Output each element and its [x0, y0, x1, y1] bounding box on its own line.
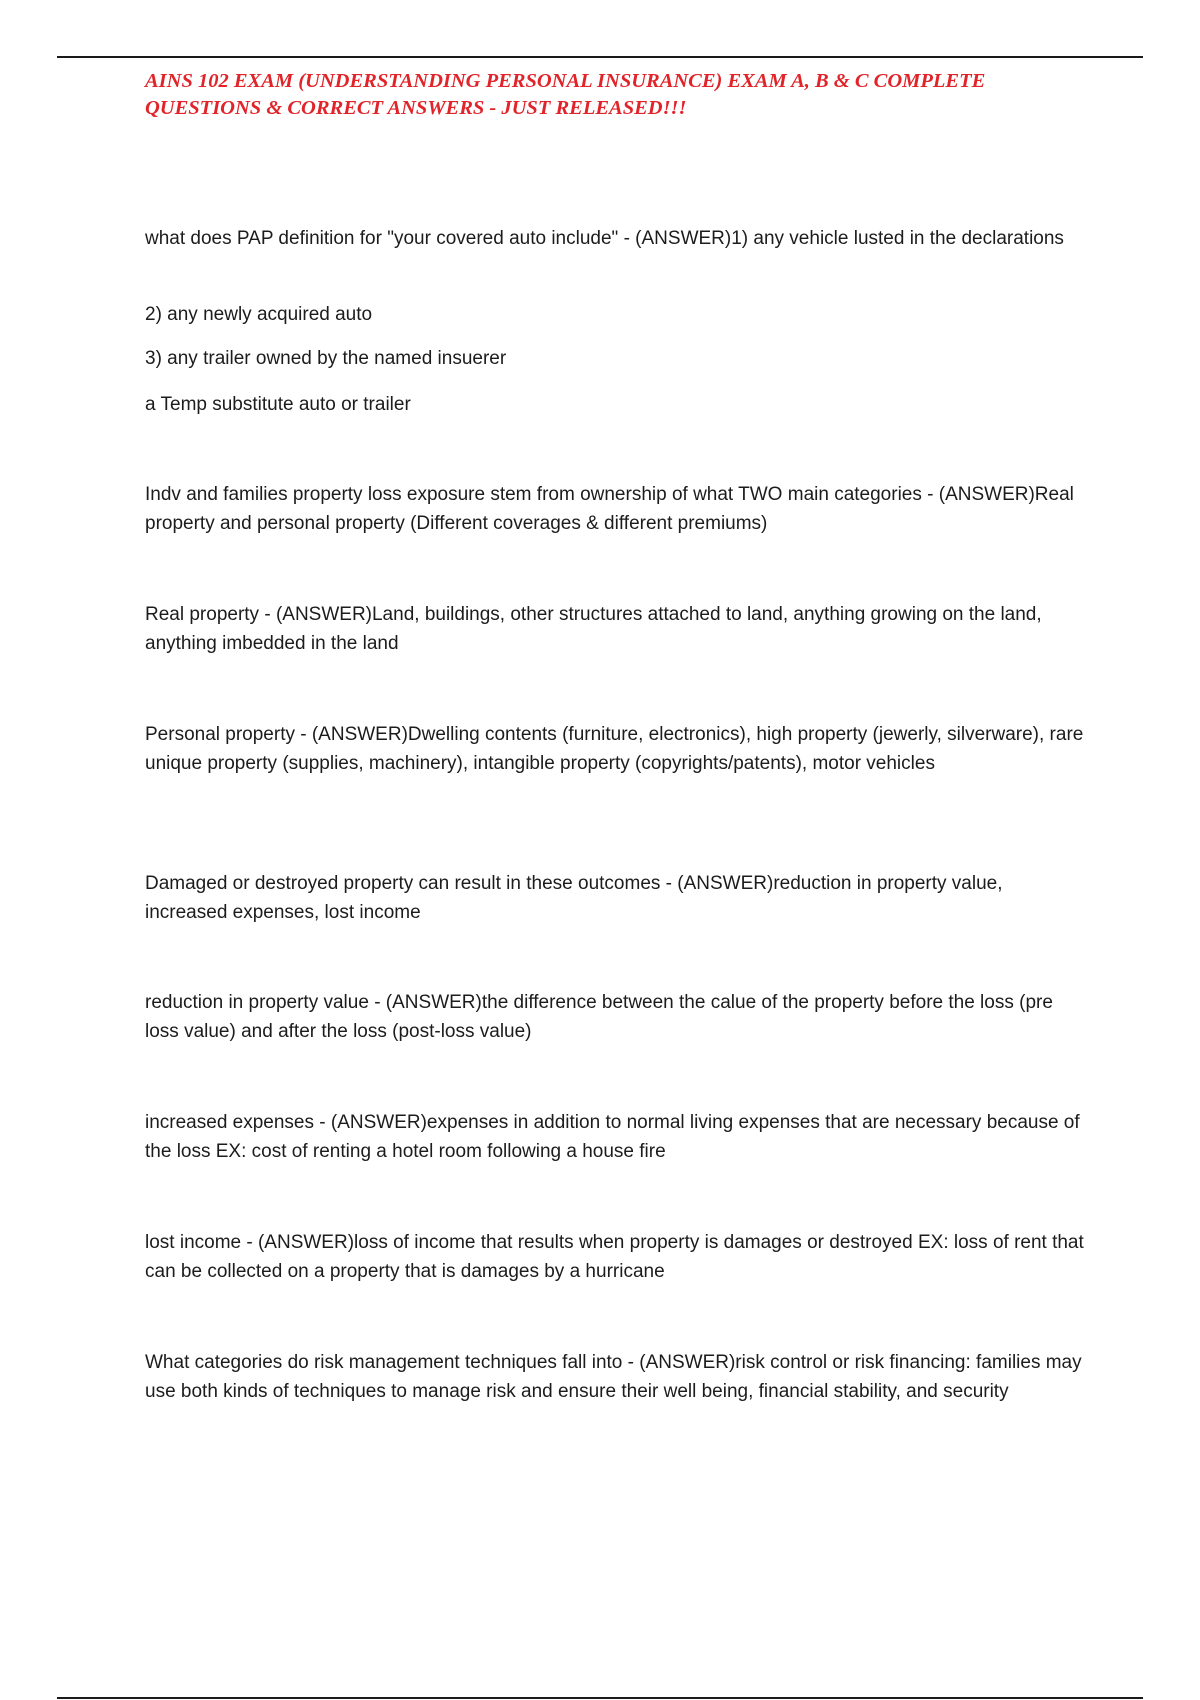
qa-entry-personal-property: Personal property - (ANSWER)Dwelling contents (furniture, electronics), high property (jewerly, silverware), rare unique property (supplies, machinery), intangible property (copyrights/patents), motor vehicles [145, 724, 1084, 774]
qa-entry-covered-auto-item-3: 3) any trailer owned by the named insuerer [145, 348, 507, 369]
bottom-rule [57, 1697, 1143, 1699]
qa-entry-covered-auto: what does PAP definition for "your covered auto include" - (ANSWER)1) any vehicle lusted in the declarations [145, 228, 1064, 249]
document-title: AINS 102 EXAM (UNDERSTANDING PERSONAL INSURANCE) EXAM A, B & C COMPLETE QUESTIONS & CORRECT ANSWERS - JUST RELEASED!!! [145, 70, 986, 119]
top-rule [57, 56, 1143, 58]
qa-entry-covered-auto-item-4: a Temp substitute auto or trailer [145, 394, 411, 415]
qa-entry-lost-income: lost income - (ANSWER)loss of income that results when property is damages or destroyed EX: loss of rent that can be collected on a property that is damages by a hurricane [145, 1232, 1084, 1282]
qa-entry-risk-techniques: What categories do risk management techniques fall into - (ANSWER)risk control or risk financing: families may use both kinds of techniques to manage risk and ensure their well being, financial stability, and security [145, 1352, 1082, 1402]
qa-entry-real-property: Real property - (ANSWER)Land, buildings, other structures attached to land, anything growing on the land, anything imbedded in the land [145, 604, 1042, 654]
qa-entry-covered-auto-item-2: 2) any newly acquired auto [145, 304, 373, 325]
qa-entry-damaged-property: Damaged or destroyed property can result in these outcomes - (ANSWER)reduction in property value, increased expenses, lost income [145, 873, 1003, 923]
qa-entry-reduction-value: reduction in property value - (ANSWER)the difference between the calue of the property before the loss (pre loss value) and after the loss (post-loss value) [145, 992, 1053, 1042]
qa-entry-property-categories: Indv and families property loss exposure stem from ownership of what TWO main categories - (ANSWER)Real property and personal property (Different coverages & different premiums) [145, 484, 1074, 534]
qa-entry-increased-expenses: increased expenses - (ANSWER)expenses in addition to normal living expenses that are necessary because of the loss EX: cost of renting a hotel room following a house fire [145, 1112, 1080, 1162]
